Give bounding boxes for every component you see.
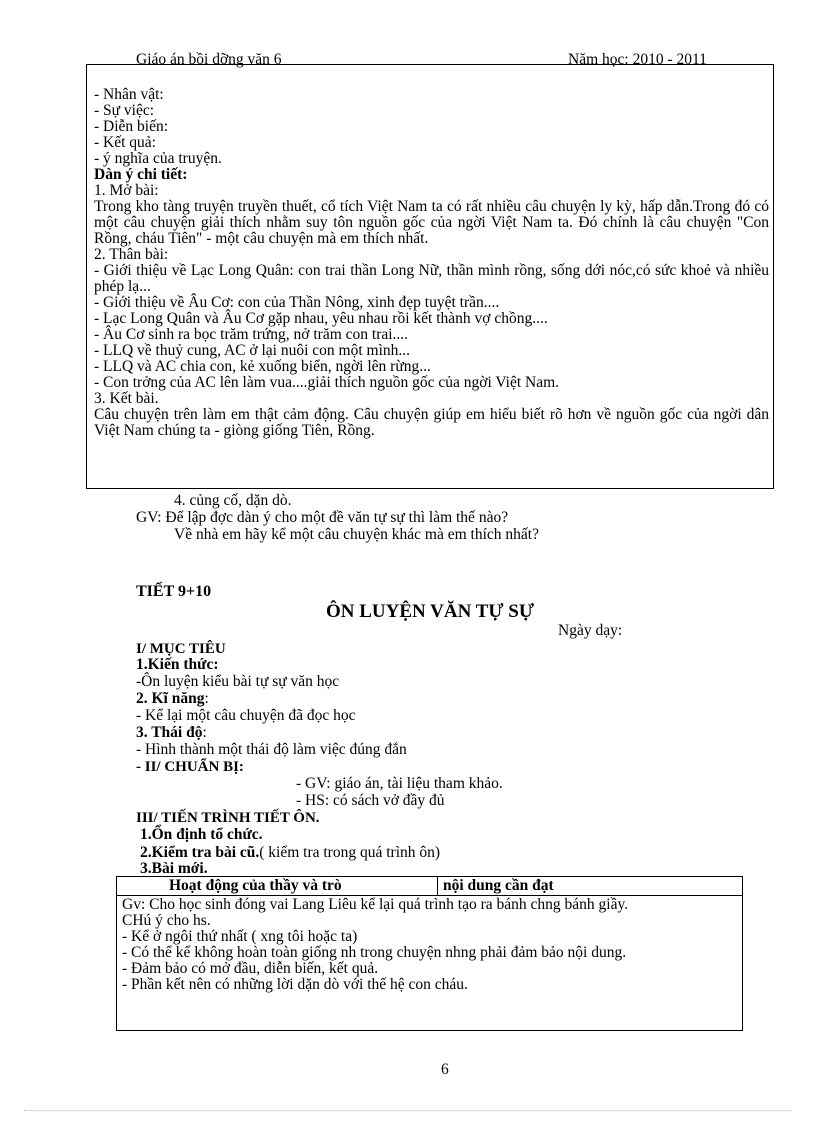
consolidation-line1: 4. củng cố, dặn dò. — [174, 492, 292, 509]
body-item: - Con trởng của AC lên làm vua....giải thích nguồn gốc của ngời Việt Nam. — [94, 374, 560, 391]
body-item: - Lạc Long Quân và Âu Cơ gặp nhau, yêu nhau rồi kết thành vợ chồng.... — [94, 310, 548, 327]
activity-table — [116, 876, 743, 1031]
outline-box — [86, 64, 774, 489]
header-left: Giáo án bồi dỡng văn 6 — [136, 51, 282, 68]
process-heading: III/ TIẾN TRÌNH TIẾT ÔN. — [136, 810, 320, 826]
table-row: - Kể ở ngôi thứ nhất ( xng tôi hoặc ta) — [122, 928, 358, 945]
outline-content — [94, 87, 769, 439]
attitude-heading: 3. Thái độ — [136, 724, 203, 741]
conclusion-text: Câu chuyện trên làm em thật cảm động. Câu chuyện giúp em hiểu biết rõ hơn về nguồn gốc của ngời dân Việt Nam chúng ta - giòng giống Tiên, Rồng. — [94, 406, 769, 439]
body-item: - Giới thiệu về Âu Cơ: con của Thần Nông, xinh đẹp tuyệt trần.... — [94, 294, 500, 311]
knowledge-heading: 1.Kiến thức: — [136, 656, 219, 673]
step2-text: ( kiểm tra trong quá trình ôn) — [259, 844, 441, 861]
body-item: - LLQ và AC chia con, kẻ xuống biển, ngời lên rừng... — [94, 358, 431, 375]
table-row: - Đảm bảo có mở đầu, diễn biến, kết quả. — [122, 960, 379, 977]
table-row: - Phần kết nên có những lời dặn dò với thế hệ con cháu. — [122, 976, 468, 993]
skills-heading: 2. Kĩ năng — [136, 690, 205, 707]
body-heading: 2. Thân bài: — [94, 246, 169, 263]
table-body — [122, 897, 734, 993]
body-item: - Âu Cơ sinh ra bọc trăm trứng, nở trăm con trai.... — [94, 326, 409, 343]
table-row: - Có thể kể không hoàn toàn giống nh trong chuyện nhng phải đảm bảo nội dung. — [122, 944, 627, 961]
consolidation-line3: Về nhà em hãy kể một câu chuyện khác mà em thích nhất? — [174, 526, 539, 543]
outline-line: - ý nghĩa của truyện. — [94, 150, 222, 167]
table-col2-header: nội dung cần đạt — [443, 877, 554, 894]
period-label: TIẾT 9+10 — [136, 583, 212, 600]
table-col-divider — [437, 877, 438, 896]
skills-colon: : — [204, 690, 209, 707]
body-item: - Giới thiệu về Lạc Long Quân: con trai thần Long Nữ, thần mình rồng, sống dới nóc,có sức khoẻ và nhiều phép lạ... — [94, 262, 769, 295]
step2-row — [140, 845, 440, 861]
skills-row — [136, 691, 209, 707]
step3: 3.Bài mới. — [140, 860, 208, 877]
prep-heading: - II/ CHUẨN BỊ: — [136, 759, 244, 775]
consolidation-line2: GV: Để lập đợc dàn ý cho một đề văn tự sự thì làm thế nào? — [136, 509, 509, 526]
date-label: Ngày dạy: — [558, 622, 623, 639]
page-bottom-divider — [24, 1110, 792, 1111]
intro-heading: 1. Mở bài: — [94, 182, 159, 199]
attitude-row — [136, 725, 207, 741]
outline-line: - Diễn biến: — [94, 118, 169, 135]
knowledge-text: -Ôn luyện kiểu bài tự sự văn học — [136, 673, 340, 690]
step2-heading: 2.Kiểm tra bài cũ. — [140, 844, 260, 861]
prep-gv: - GV: giáo án, tài liệu tham khảo. — [296, 775, 503, 792]
objectives-heading: I/ MỤC TIÊU — [136, 641, 226, 657]
table-row: Gv: Cho học sinh đóng vai Lang Liêu kể lại quá trình tạo ra bánh chng bánh giầy. — [122, 896, 629, 913]
body-item: - LLQ về thuỷ cung, AC ở lại nuôi con một mình... — [94, 342, 411, 359]
outline-line: - Kết quả: — [94, 134, 156, 151]
header-right: Năm học: 2010 - 2011 — [568, 51, 707, 68]
outline-line: - Nhân vật: — [94, 86, 164, 103]
skills-text: - Kể lại một câu chuyện đã đọc học — [136, 707, 356, 724]
table-header — [117, 877, 742, 896]
table-row: CHú ý cho hs. — [122, 912, 211, 929]
page-number: 6 — [441, 1061, 449, 1078]
conclusion-heading: 3. Kết bài. — [94, 390, 159, 407]
lesson-title: ÔN LUYỆN VĂN TỰ SỰ — [326, 601, 534, 622]
outline-line: - Sự việc: — [94, 102, 155, 119]
attitude-colon: : — [202, 724, 207, 741]
detail-heading: Dàn ý chi tiết: — [94, 166, 188, 183]
intro-text: Trong kho tàng truyện truyền thuết, cổ tích Việt Nam ta có rất nhiều câu chuyện ly kỳ, hấp dẫn.Trong đó có một câu chuyện giải thích nhằm suy tôn nguồn gốc của ngời Việt Nam ta. Đó chính là câu chuyện "Con Rồng, cháu Tiên" - một câu chuyện mà em thích nhất. — [94, 198, 769, 247]
prep-hs: - HS: có sách vở đầy đủ — [296, 792, 445, 809]
table-col1-header: Hoạt động của thầy và trò — [169, 877, 342, 894]
attitude-text: - Hình thành một thái độ làm việc đúng đắn — [136, 741, 407, 758]
step1: 1.Ổn định tổ chức. — [140, 826, 263, 843]
